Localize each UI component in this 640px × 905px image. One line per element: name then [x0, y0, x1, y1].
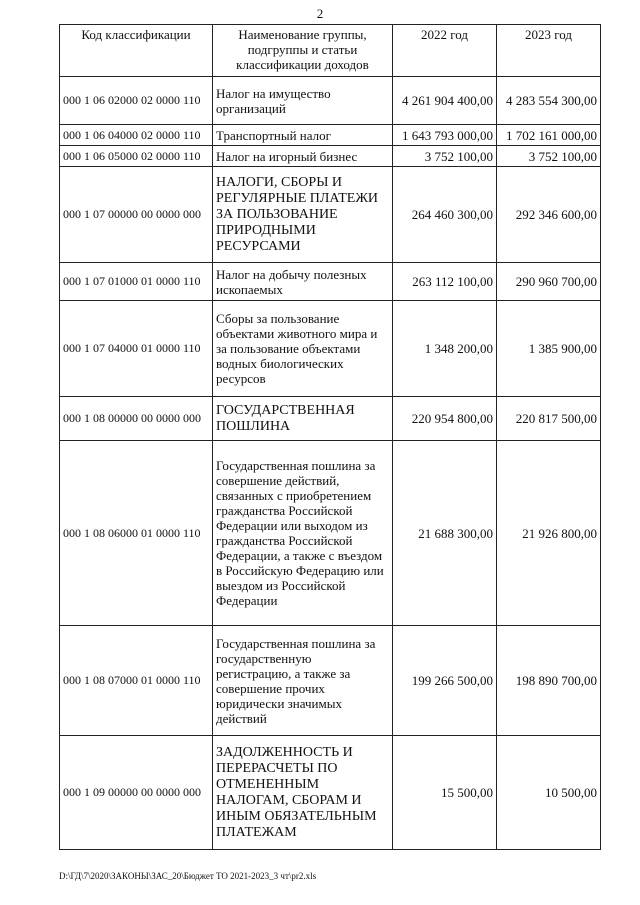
- file-path-footer: D:\ГД\7\2020\ЗАКОНЫ\ЗАС_20\Бюджет ТО 2021-2023_3 чт\pr2.xls: [59, 871, 317, 881]
- table-row: [60, 397, 601, 441]
- row-value-2022: 1 348 200,00: [393, 301, 497, 397]
- row-value-2022: 3 752 100,00: [393, 146, 497, 167]
- row-value-2022: 4 261 904 400,00: [393, 77, 497, 125]
- table-row: [60, 167, 601, 263]
- row-code: 000 1 08 00000 00 0000 000: [60, 397, 213, 441]
- row-code: 000 1 06 05000 02 0000 110: [60, 146, 213, 167]
- row-name: ЗАДОЛЖЕННОСТЬ И ПЕРЕРАСЧЕТЫ ПО ОТМЕНЕННЫМ НАЛОГАМ, СБОРАМ И ИНЫМ ОБЯЗАТЕЛЬНЫМ ПЛАТЕЖАМ: [213, 736, 393, 850]
- table-header-row: [60, 25, 601, 77]
- row-value-2023: 290 960 700,00: [497, 263, 601, 301]
- row-code: 000 1 08 06000 01 0000 110: [60, 441, 213, 626]
- revenue-table: [59, 24, 601, 850]
- row-code: 000 1 06 02000 02 0000 110: [60, 77, 213, 125]
- row-value-2022: 220 954 800,00: [393, 397, 497, 441]
- row-name: Налог на добычу полезных ископаемых: [213, 263, 393, 301]
- row-name: Сборы за пользование объектами животного мира и за пользование объектами водных биологических ресурсов: [213, 301, 393, 397]
- row-value-2022: 264 460 300,00: [393, 167, 497, 263]
- header-name: Наименование группы, подгруппы и статьи классификации доходов: [213, 25, 393, 77]
- row-name: Государственная пошлина за государственную регистрацию, а также за совершение прочих юридически значимых действий: [213, 626, 393, 736]
- row-value-2023: 1 702 161 000,00: [497, 125, 601, 146]
- table-row: [60, 125, 601, 146]
- table-row: [60, 626, 601, 736]
- row-value-2022: 199 266 500,00: [393, 626, 497, 736]
- row-value-2023: 3 752 100,00: [497, 146, 601, 167]
- page-number: 2: [316, 6, 324, 21]
- row-code: 000 1 09 00000 00 0000 000: [60, 736, 213, 850]
- header-2022: 2022 год: [393, 25, 497, 77]
- row-code: 000 1 08 07000 01 0000 110: [60, 626, 213, 736]
- row-value-2022: 1 643 793 000,00: [393, 125, 497, 146]
- row-value-2023: 292 346 600,00: [497, 167, 601, 263]
- row-value-2023: 4 283 554 300,00: [497, 77, 601, 125]
- row-value-2023: 198 890 700,00: [497, 626, 601, 736]
- row-value-2022: 15 500,00: [393, 736, 497, 850]
- row-code: 000 1 06 04000 02 0000 110: [60, 125, 213, 146]
- table-row: [60, 263, 601, 301]
- row-name: Транспортный налог: [213, 125, 393, 146]
- table-row: [60, 301, 601, 397]
- row-value-2023: 1 385 900,00: [497, 301, 601, 397]
- header-2023: 2023 год: [497, 25, 601, 77]
- row-code: 000 1 07 04000 01 0000 110: [60, 301, 213, 397]
- row-value-2023: 220 817 500,00: [497, 397, 601, 441]
- row-code: 000 1 07 00000 00 0000 000: [60, 167, 213, 263]
- row-name: ГОСУДАРСТВЕННАЯ ПОШЛИНА: [213, 397, 393, 441]
- row-value-2023: 10 500,00: [497, 736, 601, 850]
- row-code: 000 1 07 01000 01 0000 110: [60, 263, 213, 301]
- row-name: НАЛОГИ, СБОРЫ И РЕГУЛЯРНЫЕ ПЛАТЕЖИ ЗА ПОЛЬЗОВАНИЕ ПРИРОДНЫМИ РЕСУРСАМИ: [213, 167, 393, 263]
- table-row: [60, 77, 601, 125]
- table-row: [60, 146, 601, 167]
- table-row: [60, 441, 601, 626]
- row-name: Налог на игорный бизнес: [213, 146, 393, 167]
- header-code: Код классификации: [60, 25, 213, 77]
- row-name: Государственная пошлина за совершение действий, связанных с приобретением гражданства Российской Федерации или выходом из гражданства Российской Федерации, а также с въездом в Российскую Федерацию или выездом из Российской Федерации: [213, 441, 393, 626]
- row-value-2023: 21 926 800,00: [497, 441, 601, 626]
- row-value-2022: 21 688 300,00: [393, 441, 497, 626]
- row-value-2022: 263 112 100,00: [393, 263, 497, 301]
- row-name: Налог на имущество организаций: [213, 77, 393, 125]
- table-row: [60, 736, 601, 850]
